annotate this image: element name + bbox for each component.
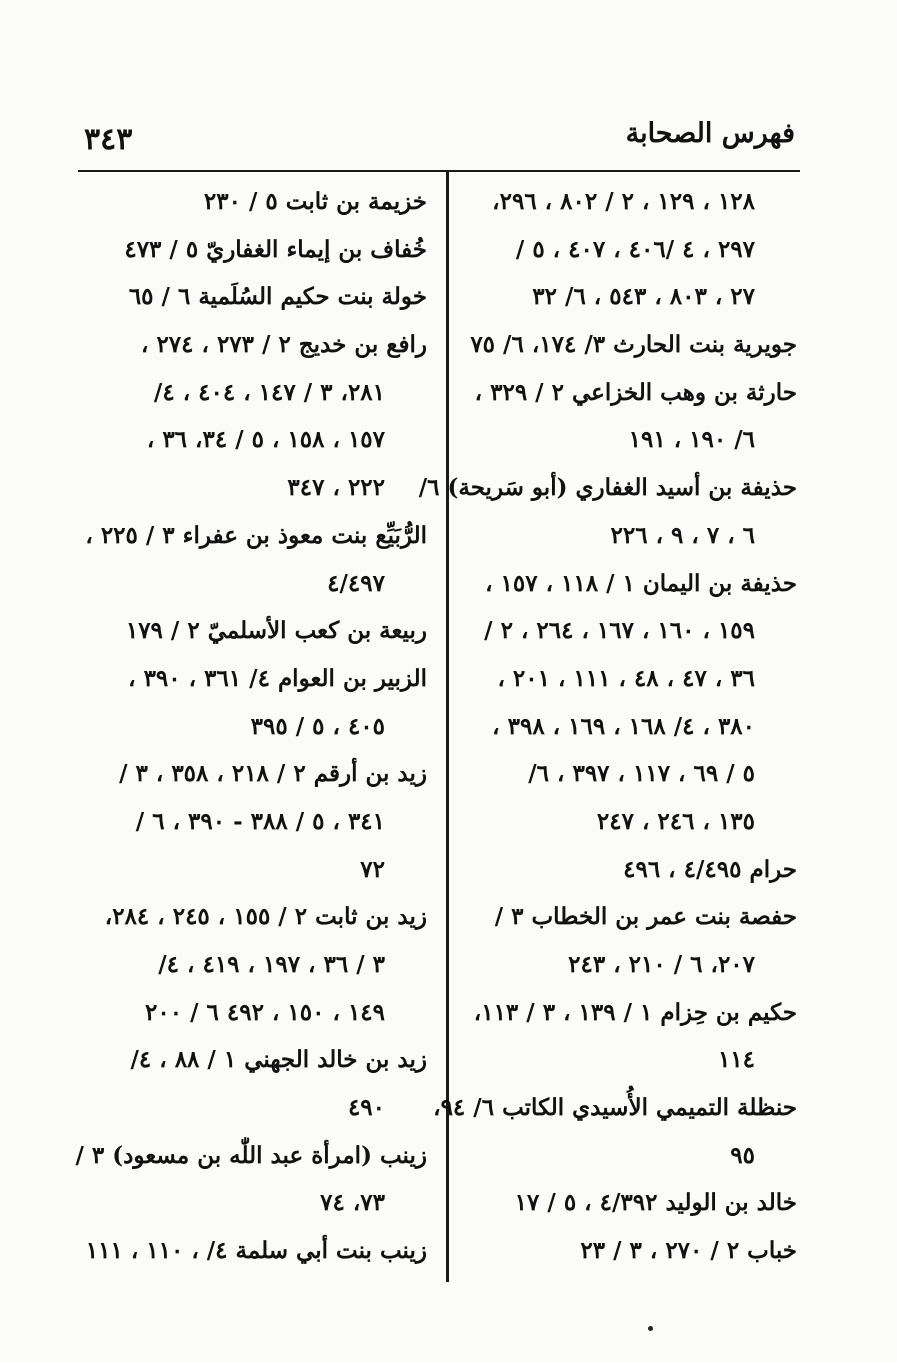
- index-entry-line: زينب (امرأة عبد اللّٰه بن مسعود) ٣ /: [75, 1141, 427, 1169]
- index-column-left: [75, 178, 427, 1275]
- index-continuation-line: ١٤٩ ، ١٥٠ ، ٤٩٢ ٦ / ٢٠٠: [145, 998, 385, 1026]
- index-continuation-line: ١٥٧ ، ١٥٨ ، ٥ / ٣٤، ٣٦ ،: [146, 426, 385, 454]
- index-continuation-line: ٢٧ ، ٨٠٣ ، ٥٤٣ ، ٦/ ٣٢: [532, 283, 755, 311]
- index-entry-line: خزيمة بن ثابت ٥ / ٢٣٠: [203, 188, 427, 215]
- index-continuation-line: ٧٣، ٧٤: [320, 1189, 385, 1217]
- index-entry-line: خباب ٢ / ٢٧٠ ، ٣ / ٢٣: [580, 1237, 797, 1265]
- index-continuation-line: ١٣٥ ، ٢٤٦ ، ٢٤٧: [596, 807, 755, 835]
- index-continuation-line: ٦/ ١٩٠ ، ١٩١: [628, 426, 755, 454]
- index-entry-line: رافع بن خديج ٢ / ٢٧٣ ، ٢٧٤ ،: [141, 331, 427, 359]
- index-continuation-line: ١٢٨ ، ١٢٩ ، ٢ / ٨٠٢ ، ٢٩٦،: [492, 188, 755, 215]
- index-entry-line: حارثة بن وهب الخزاعي ٢ / ٣٢٩ ،: [474, 378, 797, 406]
- index-entry-line: حذيفة بن اليمان ١ / ١١٨ ، ١٥٧ ،: [485, 569, 797, 597]
- index-continuation-line: ٢٨١، ٣ / ١٤٧ ، ٤٠٤ ، ٤/: [153, 378, 385, 406]
- index-column-right: [418, 178, 797, 1275]
- index-continuation-line: ٥ / ٦٩ ، ١١٧ ، ٣٩٧ ، ٦/: [528, 760, 755, 788]
- index-entry-line: زيد بن خالد الجهني ١ / ٨٨ ، ٤/: [130, 1046, 427, 1074]
- index-continuation-line: ١١٤: [717, 1046, 755, 1074]
- index-continuation-line: ٢٠٧، ٦ / ٢١٠ ، ٢٤٣: [568, 951, 755, 978]
- index-continuation-line: ٢٩٧ ، ٤ /٤٠٦ ، ٤٠٧ ، ٥ /: [515, 235, 755, 263]
- index-entry-line: زيد بن أرقم ٢ / ٢١٨ ، ٣٥٨ ، ٣ /: [119, 760, 427, 788]
- index-entry-line: الزبير بن العوام ٤/ ٣٦١ ، ٣٩٠ ،: [128, 664, 427, 692]
- index-continuation-line: ٣٤١ ، ٥ / ٣٨٨ - ٣٩٠ ، ٦ /: [135, 807, 385, 835]
- index-entry-line: حرام ٤/٤٩٥ ، ٤٩٦: [623, 855, 797, 883]
- index-entry-line: خولة بنت حكيم السُلَمية ٦ / ٦٥: [128, 283, 427, 311]
- page-number: ٣٤٣: [84, 122, 133, 157]
- index-continuation-line: ٤٠٥ ، ٥ / ٣٩٥: [250, 712, 385, 740]
- index-continuation-line: ٣٦ ، ٤٧ ، ٤٨ ، ١١١ ، ٢٠١ ،: [497, 664, 755, 692]
- index-entry-line: الرُّبَيِّع بنت معوذ بن عفراء ٣ / ٢٢٥ ،: [85, 521, 427, 549]
- page-mark: [648, 1326, 653, 1331]
- index-continuation-line: ٣ / ٣٦ ، ١٩٧ ، ٤١٩ ، ٤/: [158, 951, 385, 978]
- index-entry-line: حفصة بنت عمر بن الخطاب ٣ /: [494, 903, 797, 931]
- index-entry-line: زيد بن ثابت ٢ / ١٥٥ ، ٢٤٥ ، ٢٨٤،: [104, 903, 427, 931]
- index-continuation-line: ٩٥: [730, 1141, 755, 1169]
- index-entry-line: زينب بنت أبي سلمة ٤/ ، ١١٠ ، ١١١: [85, 1237, 427, 1265]
- index-continuation-line: ٢٢٢ ، ٣٤٧: [287, 474, 385, 502]
- header-rule: [78, 170, 800, 172]
- index-continuation-line: ٦ ، ٧ ، ٩ ، ٢٢٦: [610, 521, 755, 549]
- index-entry-line: حنظلة التميمي الأُسيدي الكاتب ٦/ ٩٤،: [433, 1094, 797, 1122]
- index-entry-line: خالد بن الوليد ٤/٣٩٢ ، ٥ / ١٧: [514, 1189, 797, 1217]
- index-continuation-line: ٤/٤٩٧: [327, 569, 385, 597]
- index-entry-line: جويرية بنت الحارث ٣/ ١٧٤، ٦/ ٧٥: [470, 331, 797, 359]
- index-entry-line: ربيعة بن كعب الأسلميّ ٢ / ١٧٩: [125, 617, 427, 645]
- index-continuation-line: ٣٨٠ ، ٤/ ١٦٨ ، ١٦٩ ، ٣٩٨ ،: [492, 712, 755, 740]
- page-header-title: فهرس الصحابة: [625, 118, 795, 149]
- index-entry-line: خُفاف بن إيماء الغفاريّ ٥ / ٤٧٣: [124, 235, 427, 263]
- index-continuation-line: ١٥٩ ، ١٦٠ ، ١٦٧ ، ٢٦٤ ، ٢ /: [484, 617, 755, 645]
- index-continuation-line: ٤٩٠: [347, 1094, 385, 1122]
- index-entry-line: حكيم بن حِزام ١ / ١٣٩ ، ٣ / ١١٣،: [473, 998, 797, 1026]
- index-continuation-line: ٧٢: [360, 855, 385, 883]
- index-entry-line: حذيفة بن أسيد الغفاري (أبو سَريحة) ٦/: [418, 474, 797, 502]
